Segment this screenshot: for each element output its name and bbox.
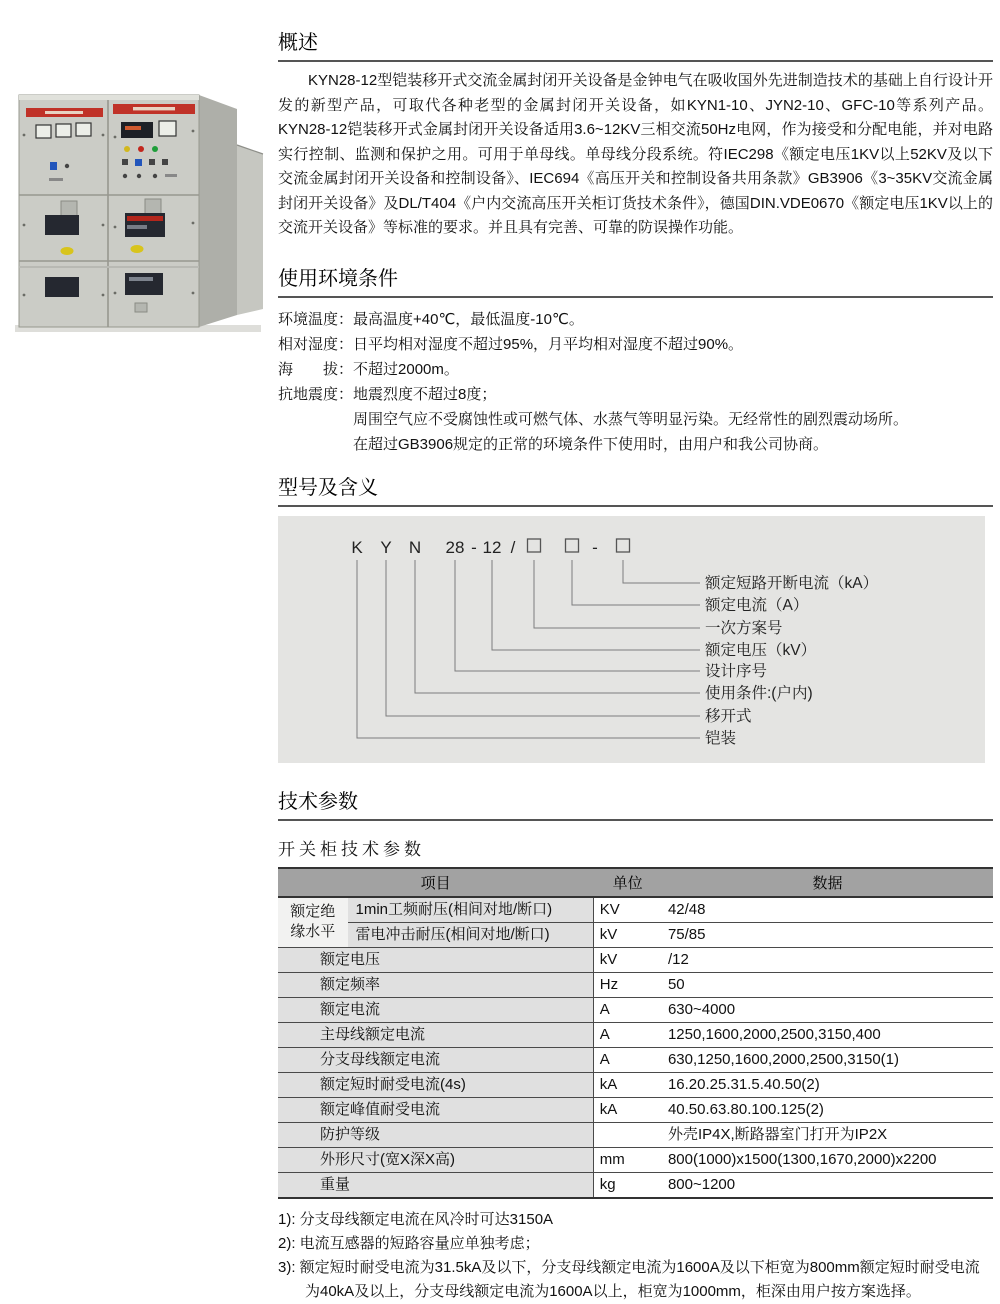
unit-cell: kV xyxy=(593,947,662,972)
item-cell: 雷电冲击耐压(相间对地/断口) xyxy=(348,922,594,947)
insulation-level-group-cell: 额定绝缘水平 xyxy=(278,897,348,948)
panel-meter xyxy=(159,121,176,136)
table-row xyxy=(278,1022,993,1047)
env-item-text: 日平均相对湿度不超过95%，月平均相对湿度不超过90%。 xyxy=(353,335,744,353)
env-item-temperature xyxy=(278,307,993,332)
diagram-label-rated-current: 额定电流（A） xyxy=(705,596,809,614)
environment-conditions-list xyxy=(278,307,993,457)
diagram-label-armored: 铠装 xyxy=(705,729,737,747)
data-cell: /12 xyxy=(662,947,993,972)
data-cell: 1250,1600,2000,2500,3150,400 xyxy=(662,1022,993,1047)
table-row xyxy=(278,922,993,947)
unit-cell: mm xyxy=(593,1147,662,1172)
table-row xyxy=(278,972,993,997)
table-row xyxy=(278,947,993,972)
unit-cell: A xyxy=(593,997,662,1022)
table-row xyxy=(278,1172,993,1198)
col-header-data: 数据 xyxy=(662,868,993,897)
data-cell: 40.50.63.80.100.125(2) xyxy=(662,1097,993,1122)
unit-cell: kV xyxy=(593,922,662,947)
item-cell: 外形尺寸(宽X深X高) xyxy=(278,1147,593,1172)
code-voltage: 12 xyxy=(482,537,502,557)
switchgear-cabinet-illustration xyxy=(5,45,267,337)
env-item-text: 不超过2000m。 xyxy=(353,360,459,378)
code-char-y: Y xyxy=(380,537,392,557)
placeholder-box-scheme xyxy=(528,539,541,552)
data-cell: 42/48 xyxy=(662,897,993,923)
section-title-model: 型号及含义 xyxy=(278,476,993,507)
switchgear-tech-params-table xyxy=(278,867,993,1199)
unit-cell: Hz xyxy=(593,972,662,997)
item-cell: 额定电流 xyxy=(278,997,593,1022)
item-cell: 防护等级 xyxy=(278,1122,593,1147)
data-cell: 800~1200 xyxy=(662,1172,993,1198)
overview-paragraph: KYN28-12型铠装移开式交流金属封闭开关设备是金钟电气在吸收国外先进制造技术的基础上自行设计开发的新型产品，可取代各种老型的金属封闭开关设备，如KYN1-10、JYN2-10、GFC-10等系列产品。KYN28-12铠装移开式金属封闭开关设备适用3.6~12KV三相交流50Hz电网，作为接受和分配电能，并对电路实行控制、监测和保护之用。可用于单母线。单母线分段系统。符IEC298《额定电压1KV以上52KV及以下交流金属封闭开关设备和控制设备》、IEC694《高压开关和控制设备共用条款》GB3906《3~35KV交流金属封闭开关设备》及DL/T404《户内交流高压开关柜订货技术条件》，德国DIN.VDE0670《额定电压1KV以上的交流开关设备》等标准的要求。并且具有完善、可靠的防误操作功能。 xyxy=(278,72,993,236)
table-footnotes xyxy=(278,1208,993,1304)
section-title-overview: 概述 xyxy=(278,31,993,62)
diagram-label-withdrawable: 移开式 xyxy=(705,707,752,725)
unit-cell: A xyxy=(593,1022,662,1047)
table-row xyxy=(278,1072,993,1097)
diagram-label-scheme-no: 一次方案号 xyxy=(705,619,783,637)
table-row xyxy=(278,1147,993,1172)
footnote-1: 1): 分支母线额定电流在风冷时可达3150A xyxy=(278,1210,554,1228)
unit-cell: KV xyxy=(593,897,662,923)
item-cell: 重量 xyxy=(278,1172,593,1198)
placeholder-box-current xyxy=(566,539,579,552)
code-char-k: K xyxy=(351,537,363,557)
item-cell: 额定峰值耐受电流 xyxy=(278,1097,593,1122)
diagram-label-service-condition: 使用条件:(户内) xyxy=(705,684,813,702)
data-cell: 75/85 xyxy=(662,922,993,947)
item-cell: 额定短时耐受电流(4s) xyxy=(278,1072,593,1097)
unit-cell: kA xyxy=(593,1072,662,1097)
item-cell: 额定频率 xyxy=(278,972,593,997)
footnote-3: 3): 额定短时耐受电流为31.5kA及以下，分支母线额定电流为1600A及以下柜宽为800mm额定短时耐受电流为40kA及以上，分支母线额定电流为1600A以上，柜宽为1000mm，柜深由用户按方案选择。 xyxy=(278,1258,980,1300)
item-cell: 分支母线额定电流 xyxy=(278,1047,593,1072)
data-cell: 630~4000 xyxy=(662,997,993,1022)
model-designation-diagram xyxy=(278,516,985,763)
unit-cell: A xyxy=(593,1047,662,1072)
diagram-leader-lines xyxy=(357,560,700,738)
bottom-window-left xyxy=(45,277,79,297)
item-cell: 1min工频耐压(相间对地/断口) xyxy=(348,897,594,923)
blue-switch xyxy=(50,162,57,170)
table-row xyxy=(278,997,993,1022)
section-title-environment: 使用环境条件 xyxy=(278,267,993,298)
cabinet-rear-extension xyxy=(237,145,263,315)
footnote-2: 2): 电流互感器的短路容量应单独考虑； xyxy=(278,1234,540,1252)
unit-cell: kg xyxy=(593,1172,662,1198)
env-item-humidity xyxy=(278,332,993,357)
diagram-label-design-serial: 设计序号 xyxy=(705,662,768,680)
code-design-no: 28 xyxy=(445,537,465,557)
env-item-seismic xyxy=(278,382,993,407)
item-cell: 主母线额定电流 xyxy=(278,1022,593,1047)
table-row xyxy=(278,1097,993,1122)
content-column xyxy=(278,0,993,1304)
env-item-label: 海 拔： xyxy=(278,360,354,378)
section-title-tech-params: 技术参数 xyxy=(278,790,993,821)
env-item-label: 环境温度： xyxy=(278,310,354,328)
unit-cell xyxy=(593,1122,662,1147)
analog-meters xyxy=(36,123,91,138)
env-item-text: 地震烈度不超过8度； xyxy=(353,385,497,403)
data-cell: 16.20.25.31.5.40.50(2) xyxy=(662,1072,993,1097)
data-cell: 630,1250,1600,2000,2500,3150(1) xyxy=(662,1047,993,1072)
env-note: 周围空气应不受腐蚀性或可燃气体、水蒸气等明显污染。无经常性的剧烈震动场所。 xyxy=(353,410,909,428)
bottom-latch xyxy=(135,303,147,312)
table-row xyxy=(278,1047,993,1072)
diagram-label-breaking-current: 额定短路开断电流（kA） xyxy=(705,574,879,592)
env-item-altitude xyxy=(278,357,993,382)
table-row xyxy=(278,1122,993,1147)
warning-sticker-right xyxy=(131,245,144,253)
table-header-row xyxy=(278,868,993,897)
code-dash: - xyxy=(471,537,477,557)
env-note: 在超过GB3906规定的正常的环境条件下使用时，由用户和我公司协商。 xyxy=(353,435,829,453)
indicator-lights xyxy=(124,146,158,152)
env-item-text: 最高温度+40℃，最低温度-10℃。 xyxy=(353,310,584,328)
code-slash: / xyxy=(510,537,516,557)
dark-window-left xyxy=(45,215,79,235)
bottom-window-right xyxy=(125,273,163,295)
item-cell: 额定电压 xyxy=(278,947,593,972)
table-subtitle: 开关柜技术参数 xyxy=(278,839,425,859)
col-header-unit: 单位 xyxy=(593,868,662,897)
code-dash: - xyxy=(592,537,598,557)
data-cell: 50 xyxy=(662,972,993,997)
data-cell: 外壳IP4X,断路器室门打开为IP2X xyxy=(662,1122,993,1147)
env-item-label: 相对湿度： xyxy=(278,335,354,353)
env-item-label: 抗地震度： xyxy=(278,385,354,403)
table-row xyxy=(278,897,993,923)
diagram-label-rated-voltage: 额定电压（kV） xyxy=(705,641,817,659)
product-photo xyxy=(5,45,267,337)
unit-cell: kA xyxy=(593,1097,662,1122)
col-header-item: 项目 xyxy=(278,868,593,897)
code-char-n: N xyxy=(408,537,422,557)
warning-sticker-left xyxy=(61,247,74,255)
cabinet-side-panel xyxy=(199,95,237,327)
placeholder-box-breaking xyxy=(617,539,630,552)
data-cell: 800(1000)x1500(1300,1670,2000)x2200 xyxy=(662,1147,993,1172)
